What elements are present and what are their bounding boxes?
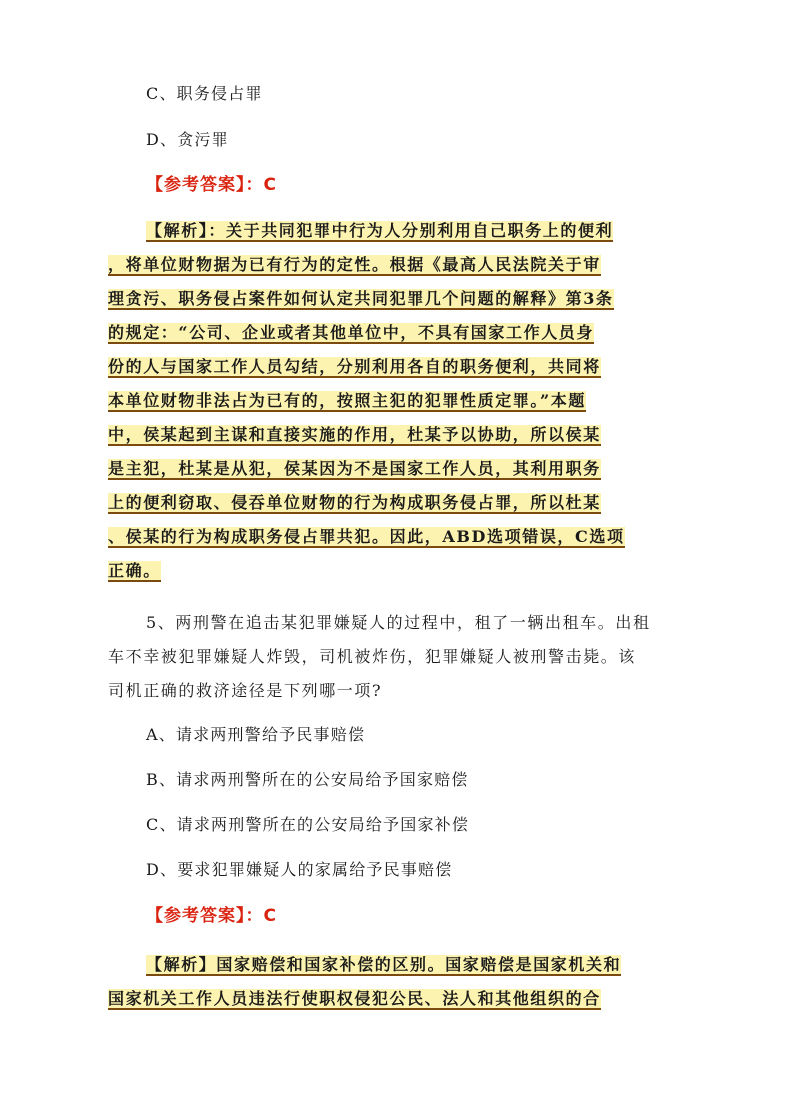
option-a: A、请求两刑警给予民事赔偿	[146, 725, 366, 744]
analysis-line: 正确。	[108, 561, 161, 580]
answer-label: 【参考答案】：C	[146, 175, 277, 195]
analysis-line: 理贪污、职务侵占案件如何认定共同犯罪几个问题的解释》第3条	[108, 289, 614, 308]
analysis-line: ，将单位财物据为已有行为的定性。根据《最高人民法院关于审	[108, 255, 601, 274]
option-b: B、请求两刑警所在的公安局给予国家赔偿	[146, 770, 469, 789]
analysis-line: 本单位财物非法占为已有的，按照主犯的犯罪性质定罪。”本题	[108, 391, 587, 410]
answer-label: 【参考答案】：C	[146, 906, 277, 926]
question-stem: 5、两刑警在追击某犯罪嫌疑人的过程中，租了一辆出租车。出租	[146, 613, 651, 632]
analysis-line: 【解析】：关于共同犯罪中行为人分别利用自己职务上的便利	[146, 221, 614, 240]
question-stem: 车不幸被犯罪嫌疑人炸毁，司机被炸伤，犯罪嫌疑人被刑警击毙。该	[108, 647, 637, 666]
analysis-line: 上的便利窃取、侵吞单位财物的行为构成职务侵占罪，所以杜某	[108, 493, 601, 512]
option-c: C、职务侵占罪	[146, 84, 263, 103]
option-c: C、请求两刑警所在的公安局给予国家补偿	[146, 815, 470, 834]
option-d: D、要求犯罪嫌疑人的家属给予民事赔偿	[146, 860, 453, 879]
analysis-line: 、侯某的行为构成职务侵占罪共犯。因此，ABD选项错误，C选项	[108, 527, 625, 546]
analysis-line: 【解析】国家赔偿和国家补偿的区别。国家赔偿是国家机关和	[146, 955, 622, 974]
option-d: D、贪污罪	[146, 130, 229, 149]
analysis-line: 中，侯某起到主谋和直接实施的作用，杜某予以协助，所以侯某	[108, 425, 601, 444]
analysis-line: 是主犯，杜某是从犯，侯某因为不是国家工作人员，其利用职务	[108, 459, 601, 478]
analysis-line: 份的人与国家工作人员勾结，分别利用各自的职务便利，共同将	[108, 357, 601, 376]
question-stem: 司机正确的救济途径是下列哪一项?	[108, 681, 383, 700]
analysis-line: 国家机关工作人员违法行使职权侵犯公民、法人和其他组织的合	[108, 989, 601, 1008]
analysis-line: 的规定：“公司、企业或者其他单位中，不具有国家工作人员身	[108, 323, 595, 342]
